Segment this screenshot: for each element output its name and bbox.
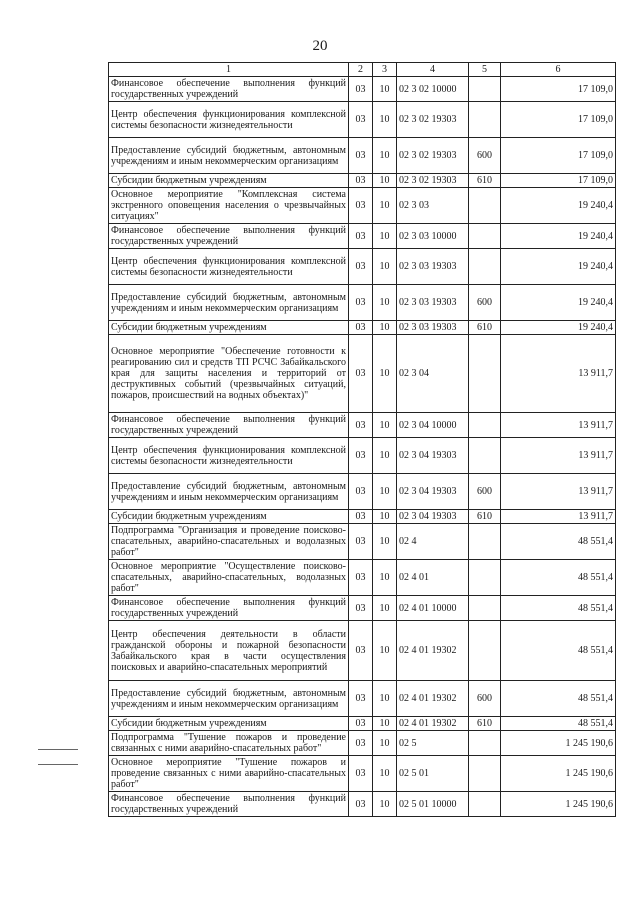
cell-csr: 02 4 01 19302 [397, 717, 469, 731]
cell-amt: 13 911,7 [501, 438, 616, 474]
cell-vr: 610 [469, 717, 501, 731]
table-row [109, 756, 616, 792]
column-header: 4 [397, 63, 469, 77]
cell-sec: 03 [349, 474, 373, 510]
cell-csr: 02 3 04 [397, 335, 469, 413]
cell-name: Центр обеспечения деятельности в области гражданской обороны и пожарной безопасности Забайкальского края в части осуществления поисковых и аварийно-спасательных мероприятий [109, 621, 349, 681]
column-header: 1 [109, 63, 349, 77]
cell-vr [469, 560, 501, 596]
table-row [109, 285, 616, 321]
column-header: 2 [349, 63, 373, 77]
cell-sec: 03 [349, 438, 373, 474]
table-row [109, 792, 616, 817]
cell-name: Финансовое обеспечение выполнения функций государственных учреждений [109, 77, 349, 102]
cell-sub: 10 [373, 510, 397, 524]
cell-amt: 17 109,0 [501, 77, 616, 102]
cell-name: Финансовое обеспечение выполнения функций государственных учреждений [109, 224, 349, 249]
cell-amt: 13 911,7 [501, 474, 616, 510]
cell-sub: 10 [373, 596, 397, 621]
cell-sub: 10 [373, 524, 397, 560]
cell-sub: 10 [373, 285, 397, 321]
cell-sec: 03 [349, 510, 373, 524]
table-row [109, 731, 616, 756]
cell-sec: 03 [349, 102, 373, 138]
cell-amt: 19 240,4 [501, 321, 616, 335]
table-row [109, 413, 616, 438]
cell-name: Основное мероприятие "Обеспечение готовности к реагированию сил и средств ТП РСЧС Забайкальского края для защиты населения и территорий от деструктивных событий (чрезвычайных ситуаций, пожаров, происшествий на водных объектах)" [109, 335, 349, 413]
cell-csr: 02 3 04 19303 [397, 438, 469, 474]
cell-amt: 17 109,0 [501, 102, 616, 138]
cell-vr: 600 [469, 474, 501, 510]
cell-amt: 48 551,4 [501, 560, 616, 596]
cell-sub: 10 [373, 792, 397, 817]
cell-amt: 17 109,0 [501, 138, 616, 174]
scan-artifact [38, 764, 78, 765]
cell-name: Предоставление субсидий бюджетным, автономным учреждениям и иным некоммерческим организациям [109, 285, 349, 321]
cell-vr [469, 792, 501, 817]
cell-sub: 10 [373, 188, 397, 224]
cell-csr: 02 3 02 19303 [397, 138, 469, 174]
cell-sub: 10 [373, 560, 397, 596]
cell-csr: 02 5 01 [397, 756, 469, 792]
cell-sub: 10 [373, 731, 397, 756]
cell-vr [469, 621, 501, 681]
cell-csr: 02 3 03 10000 [397, 224, 469, 249]
cell-sub: 10 [373, 756, 397, 792]
cell-vr [469, 224, 501, 249]
cell-csr: 02 3 03 19303 [397, 249, 469, 285]
cell-sub: 10 [373, 474, 397, 510]
cell-sub: 10 [373, 102, 397, 138]
cell-sec: 03 [349, 335, 373, 413]
cell-amt: 19 240,4 [501, 188, 616, 224]
cell-sub: 10 [373, 138, 397, 174]
cell-sub: 10 [373, 249, 397, 285]
cell-name: Основное мероприятие "Тушение пожаров и проведение связанных с ними аварийно-спасательных работ" [109, 756, 349, 792]
cell-name: Подпрограмма "Организация и проведение поисково-спасательных, аварийно-спасательных и водолазных работ" [109, 524, 349, 560]
cell-sub: 10 [373, 174, 397, 188]
cell-name: Центр обеспечения функционирования комплексной системы безопасности жизнедеятельности [109, 249, 349, 285]
cell-name: Подпрограмма "Тушение пожаров и проведение связанных с ними аварийно-спасательных работ" [109, 731, 349, 756]
table-row [109, 681, 616, 717]
cell-sub: 10 [373, 321, 397, 335]
cell-sec: 03 [349, 138, 373, 174]
cell-amt: 48 551,4 [501, 681, 616, 717]
table-row [109, 188, 616, 224]
cell-sec: 03 [349, 621, 373, 681]
cell-sub: 10 [373, 717, 397, 731]
cell-amt: 48 551,4 [501, 596, 616, 621]
cell-name: Субсидии бюджетным учреждениям [109, 717, 349, 731]
cell-amt: 13 911,7 [501, 413, 616, 438]
table-row [109, 224, 616, 249]
cell-vr [469, 77, 501, 102]
cell-vr: 600 [469, 285, 501, 321]
cell-name: Центр обеспечения функционирования комплексной системы безопасности жизнедеятельности [109, 102, 349, 138]
cell-sec: 03 [349, 249, 373, 285]
cell-amt: 48 551,4 [501, 524, 616, 560]
cell-sub: 10 [373, 335, 397, 413]
cell-csr: 02 3 04 19303 [397, 474, 469, 510]
cell-vr [469, 438, 501, 474]
table-row [109, 335, 616, 413]
cell-csr: 02 4 01 19302 [397, 621, 469, 681]
cell-sec: 03 [349, 413, 373, 438]
table-row [109, 510, 616, 524]
cell-amt: 13 911,7 [501, 335, 616, 413]
table-row [109, 474, 616, 510]
cell-sec: 03 [349, 792, 373, 817]
page-number: 20 [312, 38, 328, 54]
cell-csr: 02 3 02 19303 [397, 174, 469, 188]
cell-name: Предоставление субсидий бюджетным, автономным учреждениям и иным некоммерческим организациям [109, 474, 349, 510]
cell-vr: 600 [469, 138, 501, 174]
cell-sec: 03 [349, 224, 373, 249]
budget-table [108, 62, 616, 817]
cell-name: Финансовое обеспечение выполнения функций государственных учреждений [109, 596, 349, 621]
table-row [109, 438, 616, 474]
cell-sec: 03 [349, 560, 373, 596]
cell-csr: 02 4 [397, 524, 469, 560]
table-row [109, 249, 616, 285]
cell-vr [469, 188, 501, 224]
cell-amt: 19 240,4 [501, 285, 616, 321]
table-row [109, 174, 616, 188]
cell-amt: 1 245 190,6 [501, 731, 616, 756]
column-header: 6 [501, 63, 616, 77]
cell-csr: 02 3 03 19303 [397, 285, 469, 321]
cell-sec: 03 [349, 681, 373, 717]
cell-name: Центр обеспечения функционирования комплексной системы безопасности жизнедеятельности [109, 438, 349, 474]
cell-csr: 02 4 01 [397, 560, 469, 596]
cell-amt: 1 245 190,6 [501, 756, 616, 792]
cell-name: Основное мероприятие "Комплексная система экстренного оповещения населения о чрезвычайных ситуациях" [109, 188, 349, 224]
cell-vr: 600 [469, 681, 501, 717]
cell-csr: 02 4 01 19302 [397, 681, 469, 717]
table-row [109, 717, 616, 731]
cell-vr [469, 596, 501, 621]
cell-name: Финансовое обеспечение выполнения функций государственных учреждений [109, 792, 349, 817]
cell-csr: 02 3 02 10000 [397, 77, 469, 102]
cell-csr: 02 3 03 19303 [397, 321, 469, 335]
table-header-row [109, 63, 616, 77]
cell-sec: 03 [349, 285, 373, 321]
cell-sec: 03 [349, 77, 373, 102]
cell-vr [469, 102, 501, 138]
table-row [109, 321, 616, 335]
scan-artifact [38, 749, 78, 750]
cell-csr: 02 3 03 [397, 188, 469, 224]
cell-amt: 13 911,7 [501, 510, 616, 524]
cell-amt: 19 240,4 [501, 249, 616, 285]
cell-sec: 03 [349, 596, 373, 621]
table-row [109, 596, 616, 621]
cell-sub: 10 [373, 621, 397, 681]
table-row [109, 138, 616, 174]
cell-name: Основное мероприятие "Осуществление поисково-спасательных, аварийно-спасательных, водолазных работ" [109, 560, 349, 596]
cell-amt: 1 245 190,6 [501, 792, 616, 817]
cell-name: Субсидии бюджетным учреждениям [109, 321, 349, 335]
column-header: 3 [373, 63, 397, 77]
cell-csr: 02 5 [397, 731, 469, 756]
cell-name: Финансовое обеспечение выполнения функций государственных учреждений [109, 413, 349, 438]
cell-sec: 03 [349, 717, 373, 731]
cell-amt: 48 551,4 [501, 717, 616, 731]
cell-sub: 10 [373, 413, 397, 438]
cell-sub: 10 [373, 224, 397, 249]
cell-sec: 03 [349, 731, 373, 756]
cell-vr: 610 [469, 321, 501, 335]
table-row [109, 524, 616, 560]
cell-vr [469, 413, 501, 438]
cell-csr: 02 3 02 19303 [397, 102, 469, 138]
cell-amt: 17 109,0 [501, 174, 616, 188]
cell-vr: 610 [469, 510, 501, 524]
table-row [109, 102, 616, 138]
table-row [109, 560, 616, 596]
table-row [109, 621, 616, 681]
cell-vr [469, 335, 501, 413]
cell-csr: 02 5 01 10000 [397, 792, 469, 817]
cell-name: Предоставление субсидий бюджетным, автономным учреждениям и иным некоммерческим организациям [109, 681, 349, 717]
cell-name: Субсидии бюджетным учреждениям [109, 510, 349, 524]
cell-sub: 10 [373, 681, 397, 717]
cell-sec: 03 [349, 321, 373, 335]
cell-csr: 02 4 01 10000 [397, 596, 469, 621]
cell-sec: 03 [349, 756, 373, 792]
table-row [109, 77, 616, 102]
cell-csr: 02 3 04 10000 [397, 413, 469, 438]
cell-sec: 03 [349, 524, 373, 560]
cell-amt: 19 240,4 [501, 224, 616, 249]
cell-vr [469, 731, 501, 756]
cell-sub: 10 [373, 438, 397, 474]
cell-name: Предоставление субсидий бюджетным, автономным учреждениям и иным некоммерческим организациям [109, 138, 349, 174]
cell-sec: 03 [349, 188, 373, 224]
cell-vr [469, 524, 501, 560]
cell-name: Субсидии бюджетным учреждениям [109, 174, 349, 188]
cell-sub: 10 [373, 77, 397, 102]
cell-vr [469, 249, 501, 285]
cell-vr [469, 756, 501, 792]
cell-amt: 48 551,4 [501, 621, 616, 681]
cell-sec: 03 [349, 174, 373, 188]
column-header: 5 [469, 63, 501, 77]
cell-csr: 02 3 04 19303 [397, 510, 469, 524]
cell-vr: 610 [469, 174, 501, 188]
